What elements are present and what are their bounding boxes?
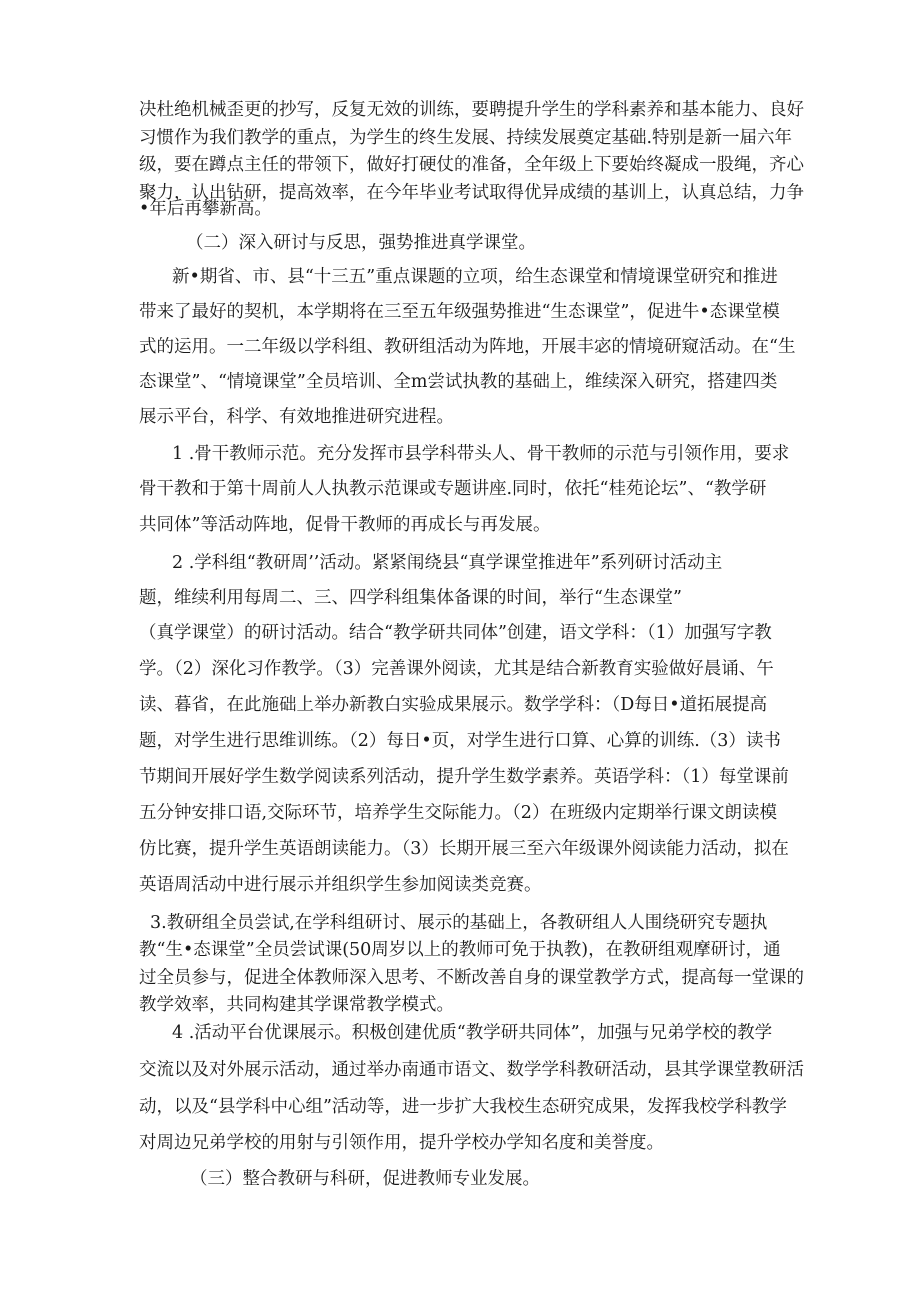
- text-line: 骨干教和于第十周前人人执教示范课或专题讲座.同时，依托“桂苑论坛”、“教学研: [139, 479, 767, 499]
- text-line: 共同体”等活动阵地，促骨干教师的再成长与再发展。: [139, 515, 551, 535]
- text-line: 聚力，认出钻研，提高效率，在今年毕业考试取得优异成绩的基训上，认真总结，力争: [139, 183, 804, 203]
- text-line: 1 .骨干教师示范。充分发挥市县学科带头人、骨干教师的示范与引领作用，要求: [172, 444, 790, 464]
- text-line: 决杜绝机械歪更的抄写，反复无效的训练，要聘提升学生的学科素养和基本能力、良好: [139, 100, 804, 120]
- text-line: 交流以及对外展示活动，通过举办南通市语文、数学学科教研活动，县其学课堂教研活: [139, 1060, 804, 1080]
- text-line: 2 .学科组“教研周’’活动。紧紧闱绕县“真学课堂推进年”系列研讨活动主: [172, 553, 723, 573]
- text-line: （真学课堂）的研讨活动。结合“教学研共同体”创建，语文学科：（1）加强写字教: [139, 623, 772, 643]
- text-line: 对周边兄弟学校的用射与引领作用，提升学校办学知名度和美誉度。: [139, 1133, 664, 1153]
- text-line: 过全员参与，促进全体教师深入思考、不断改善自身的课堂教学方式，提高每一堂课的: [139, 968, 804, 988]
- text-line: 仿比赛，提升学生英语朗读能力。（3）长期开展三至六年级课外阅读能力活动，拟在: [139, 839, 789, 859]
- text-line: 教“生•态课堂”全员尝试课(50周岁以上的教师可免于执教)，在教研组观摩研讨，通: [139, 940, 781, 960]
- section-heading: （三）整合教研与科研，促进教师专业发展。: [190, 1169, 540, 1189]
- text-line: 态课堂”、“情境课堂”全员培训、全m尝试执教的基础上，维续深入研究，搭建四类: [139, 372, 778, 392]
- text-line: 新•期省、市、县“十三五”重点课题的立项，给生态课堂和情境课堂研究和推进: [172, 267, 778, 287]
- text-line: 动，以及“县学科中心组”活动等，进一步扩大我校生态研究成果，发挥我校学科教学: [139, 1097, 787, 1117]
- text-line: •年后再攀新高。: [139, 199, 272, 219]
- text-line: 英语周活动中进行展示并组织学生参加阅读类竞赛。: [139, 875, 542, 895]
- text-line: 读、暮省，在此施础上举办新教白实验成果展示。数学学科：（D每日•道拓展提高: [139, 695, 768, 715]
- section-heading: （二）深入研讨与反思，强势推进真学课堂。: [186, 233, 536, 253]
- text-line: 教学效率，共同构建其学课常教学模式。: [139, 995, 454, 1015]
- text-line: 展示平台，科学、有效地推进研究进程。: [139, 407, 454, 427]
- text-line: 3.教研组全员尝试,在学科组研讨、展示的基础上，各教研组人人围绕研究专题执: [150, 913, 768, 933]
- text-line: 4 .活动平台优课展示。积极创建优质“教学研共同体”，加强与兄弟学校的教学: [172, 1023, 773, 1043]
- text-line: 式的运用。一二年级以学科组、教研组活动为阵地，开展丰宓的情境研窥活动。在“生: [139, 337, 796, 357]
- text-line: 级，要在蹲点主任的带领下，做好打硬仗的准备，全年级上下要始终凝成一股绳，齐心: [139, 155, 804, 175]
- text-line: 节期间开展好学生数学阅读系列活动，提升学生数学素养。英语学科：（1）每堂课前: [139, 767, 789, 787]
- text-line: 五分钟安排口语,交际环节，培养学生交际能力。（2）在班级内定期举行课文朗读模: [139, 803, 777, 823]
- text-line: 习惯作为我们教学的重点，为学生的终生发展、持续发展奠定基础.特别是新一届六年: [139, 128, 793, 148]
- text-line: 题，维续利用每周二、三、四学科组集体备课的时间，举行“生态课堂”: [139, 588, 682, 608]
- text-line: 学。（2）深化习作教学。（3）完善课外阅读，尤其是结合新教育实验做好晨诵、午: [139, 659, 774, 679]
- text-line: 题，对学生进行思维训练。（2）每日•页，对学生进行口算、心算的训练.（3）读书: [139, 731, 781, 751]
- text-line: 带来了最好的契机，本学期将在三至五年级强势推进“生态课堂”，促进牛•态课堂模: [139, 302, 780, 322]
